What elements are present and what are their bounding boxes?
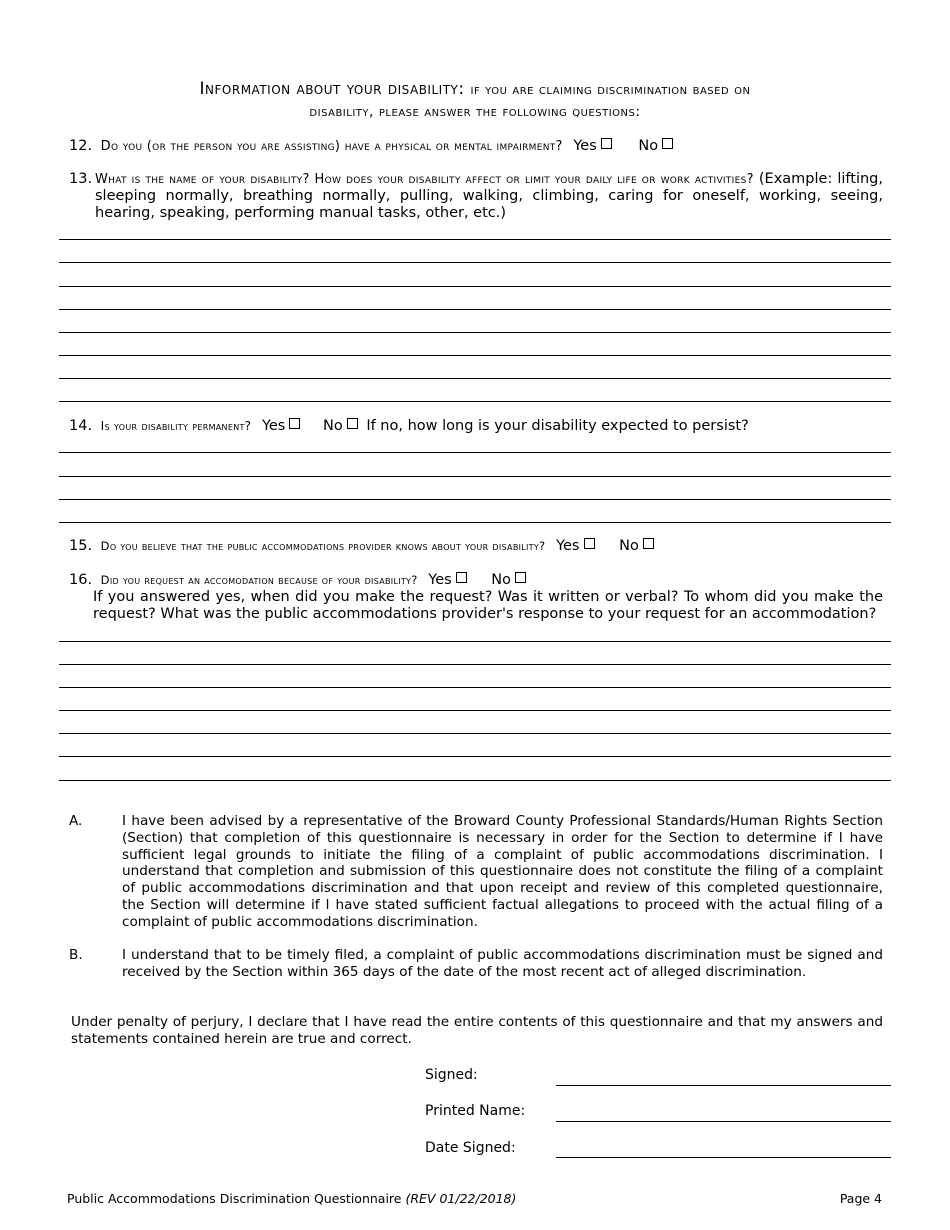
answer-line[interactable] bbox=[59, 239, 891, 240]
answer-line[interactable] bbox=[59, 452, 891, 453]
answer-line[interactable] bbox=[59, 710, 891, 711]
answer-line[interactable] bbox=[59, 476, 891, 477]
question-12 bbox=[69, 138, 889, 155]
question-example: (Example: lifting, sleeping normally, breathing normally, pulling, walking, climbing, caring for oneself, working, seeing, hearing, speaking, performing manual tasks, other, etc.) bbox=[95, 171, 883, 221]
declaration: Under penalty of perjury, I declare that I have read the entire contents of this questionnaire and that my answers and statements contained herein are true and correct. bbox=[71, 1014, 883, 1047]
answer-line[interactable] bbox=[59, 262, 891, 263]
question-text: Do you (or the person you are assisting) have a physical or mental impairment? bbox=[100, 139, 563, 154]
answer-line[interactable] bbox=[59, 332, 891, 333]
no-checkbox[interactable] bbox=[643, 538, 654, 549]
form-name: Public Accommodations Discrimination Questionnaire bbox=[67, 1191, 402, 1206]
statement-label: B. bbox=[69, 947, 83, 963]
no-checkbox[interactable] bbox=[515, 572, 526, 583]
answer-line[interactable] bbox=[59, 401, 891, 402]
answer-line[interactable] bbox=[59, 286, 891, 287]
no-checkbox[interactable] bbox=[347, 418, 358, 429]
form-revision: (REV 01/22/2018) bbox=[405, 1191, 517, 1206]
section-heading bbox=[60, 78, 890, 123]
statement-label: A. bbox=[69, 813, 83, 829]
question-14 bbox=[69, 418, 889, 435]
answer-line[interactable] bbox=[59, 733, 891, 734]
question-followup: If no, how long is your disability expected to persist? bbox=[366, 418, 749, 434]
statement-b bbox=[69, 947, 883, 987]
answer-line[interactable] bbox=[59, 522, 891, 523]
question-number: 15. bbox=[69, 538, 93, 554]
answer-line[interactable] bbox=[59, 309, 891, 310]
no-checkbox[interactable] bbox=[662, 138, 673, 149]
yes-checkbox[interactable] bbox=[601, 138, 612, 149]
answer-line[interactable] bbox=[59, 664, 891, 665]
printed-name-field[interactable] bbox=[556, 1121, 891, 1122]
question-16 bbox=[69, 572, 889, 589]
no-label: No bbox=[619, 538, 639, 554]
date-signed-label: Date Signed: bbox=[425, 1140, 516, 1156]
statement-text: I have been advised by a representative of the Broward County Professional Standards/Human Rights Section (Section) that completion of this questionnaire is necessary in order for the Section to determine if I have sufficient legal grounds to initiate the filing of a complaint of public accommodations discrimination. I understand that completion and submission of this questionnaire does not constitute the filing of a complaint of public accommodations discrimination and that upon receipt and review of this completed questionnaire, the Section will determine if I have stated sufficient factual allegations to proceed with the actual filing of a complaint of public accommodations discrimination. bbox=[122, 813, 883, 930]
no-label: No bbox=[491, 572, 512, 588]
question-text: Did you request an accomodation because of your disability? bbox=[100, 573, 418, 587]
heading-rest-2: disability, please answer the following questions: bbox=[309, 104, 641, 120]
yes-checkbox[interactable] bbox=[584, 538, 595, 549]
statement-a bbox=[69, 813, 883, 933]
footer-form-name bbox=[67, 1191, 516, 1206]
answer-line[interactable] bbox=[59, 687, 891, 688]
date-signed-field[interactable] bbox=[556, 1157, 891, 1158]
printed-name-label: Printed Name: bbox=[425, 1103, 526, 1119]
statement-text: I understand that to be timely filed, a complaint of public accommodations discrimination must be signed and received by the Section within 365 days of the date of the most recent act of alleged discrimination. bbox=[122, 947, 883, 980]
yes-checkbox[interactable] bbox=[456, 572, 467, 583]
answer-line[interactable] bbox=[59, 756, 891, 757]
question-16-followup: If you answered yes, when did you make the request? Was it written or verbal? To whom did you make the request? What was the public accommodations provider's response to your request for an accommodation? bbox=[93, 589, 883, 622]
question-number: 14. bbox=[69, 418, 93, 434]
answer-line[interactable] bbox=[59, 355, 891, 356]
question-number: 16. bbox=[69, 572, 93, 588]
yes-label: Yes bbox=[428, 572, 452, 588]
yes-label: Yes bbox=[261, 418, 286, 434]
question-13-text bbox=[95, 171, 883, 222]
page-number: Page 4 bbox=[839, 1191, 882, 1206]
no-label: No bbox=[638, 138, 659, 154]
answer-line[interactable] bbox=[59, 641, 891, 642]
signed-label: Signed: bbox=[425, 1067, 478, 1083]
heading-lead: Information about your disability: bbox=[199, 79, 465, 99]
signed-field[interactable] bbox=[556, 1085, 891, 1086]
question-text: Is your disability permanent? bbox=[100, 419, 252, 433]
question-number: 13. bbox=[69, 171, 93, 187]
no-label: No bbox=[322, 418, 343, 434]
yes-checkbox[interactable] bbox=[289, 418, 300, 429]
question-number: 12. bbox=[69, 138, 93, 154]
yes-label: Yes bbox=[573, 138, 597, 154]
yes-label: Yes bbox=[556, 538, 580, 554]
question-text: Do you believe that the public accommodations provider knows about your disability? bbox=[100, 539, 546, 553]
answer-line[interactable] bbox=[59, 378, 891, 379]
question-text: What is the name of your disability? How does your disability affect or limit your daily life or work activities? bbox=[95, 172, 754, 187]
answer-line[interactable] bbox=[59, 499, 891, 500]
question-15 bbox=[69, 538, 889, 555]
heading-rest-1: if you are claiming discrimination based on bbox=[470, 82, 751, 98]
answer-line[interactable] bbox=[59, 780, 891, 781]
